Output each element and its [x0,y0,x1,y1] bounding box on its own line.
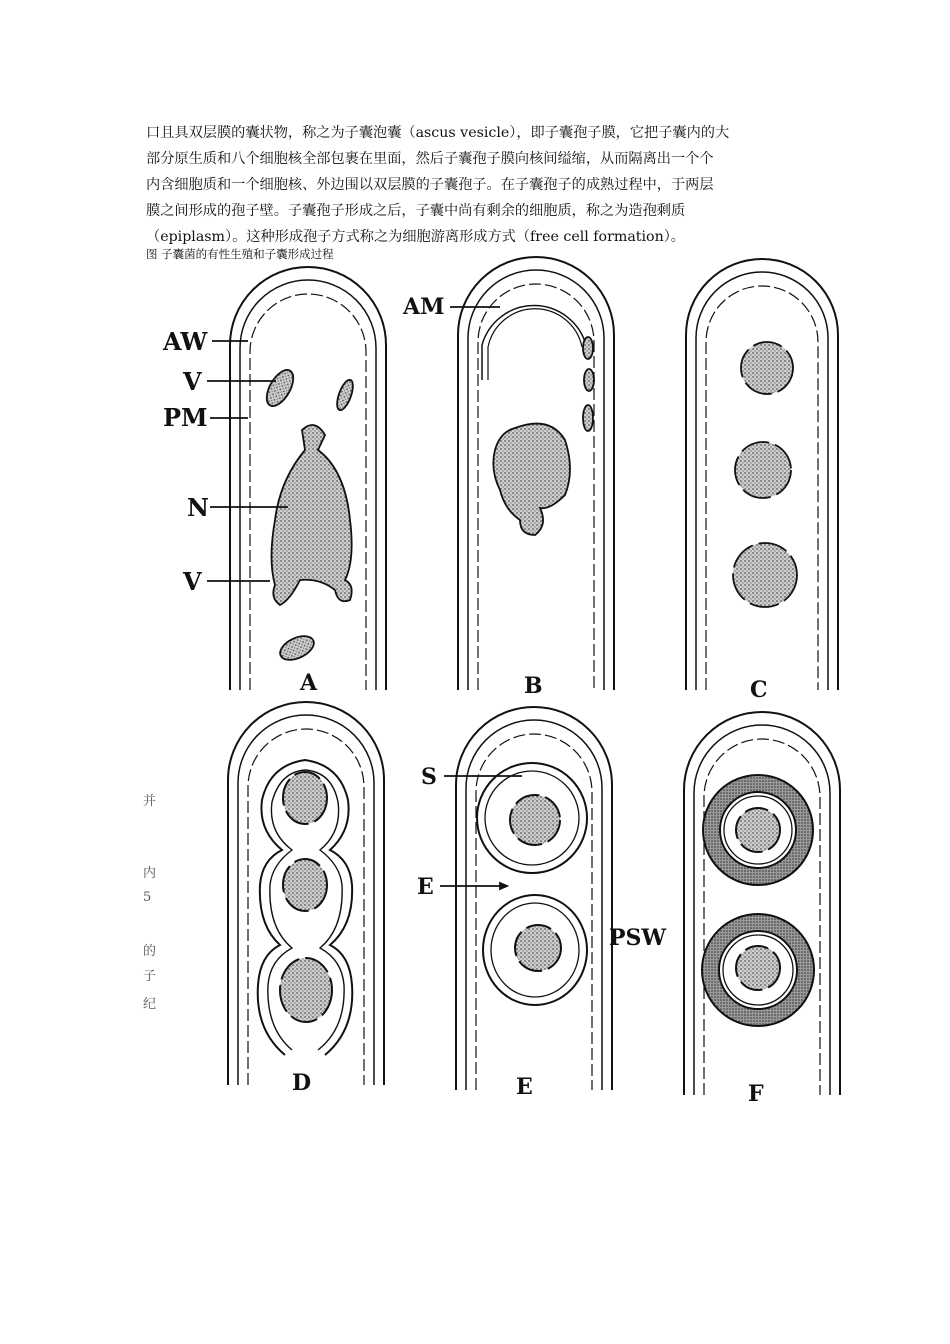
panel-e-ascus [456,707,612,1090]
label-psw: PSW [609,925,667,951]
paragraph-line: 内含细胞质和一个细胞核、外边围以双层膜的子囊孢子。在子囊孢子的成熟过程中，于两层 [146,177,714,193]
label-pm: PM [163,403,208,432]
label-n: N [187,493,209,522]
panel-b-contents [493,337,594,535]
label-s: S [421,764,437,790]
panel-c-contents [733,342,797,607]
panel-label-f: F [748,1081,764,1107]
panel-label-d: D [292,1070,312,1096]
figure-caption: 图 子囊菌的有性生殖和子囊形成过程 [146,247,334,261]
panel-label-c: C [750,677,768,703]
edge-fragment: 内 [143,866,157,881]
panel-label-b: B [524,673,543,699]
label-v: V [183,567,202,596]
label-v: V [183,367,202,396]
label-aw: AW [163,327,208,356]
panel-f-contents [702,775,814,1026]
edge-fragment: 子 [143,969,157,984]
paragraph-line: 部分原生质和八个细胞核全部包裹在里面，然后子囊孢子膜向核间缢缩，从而隔离出一个个 [146,151,714,167]
edge-fragment: 并 [143,794,157,809]
paragraph-line: （epiplasm）。这种形成孢子方式称之为细胞游离形成方式（free cell formation）。 [146,229,685,245]
edge-fragment: 纪 [143,997,157,1012]
edge-fragment: 的 [143,944,157,959]
pointer-lines [207,307,522,889]
panel-a-contents [261,366,356,665]
paragraph-line: 膜之间形成的孢子壁。子囊孢子形成之后，子囊中尚有剩余的细胞质，称之为造孢剩质 [146,203,686,219]
edge-fragment: 5 [143,890,152,905]
panel-d-contents [258,760,353,1055]
panel-e-contents [477,763,587,1005]
panel-f-ascus [684,712,840,1095]
label-am: AM [403,294,445,320]
paragraph-line: 口且具双层膜的囊状物，称之为子囊泡囊（ascus vesicle），即子囊孢子膜，它把子囊内的大 [146,125,730,141]
panel-label-e: E [516,1074,533,1100]
panel-label-a: A [300,670,318,696]
label-e: E [417,874,434,900]
